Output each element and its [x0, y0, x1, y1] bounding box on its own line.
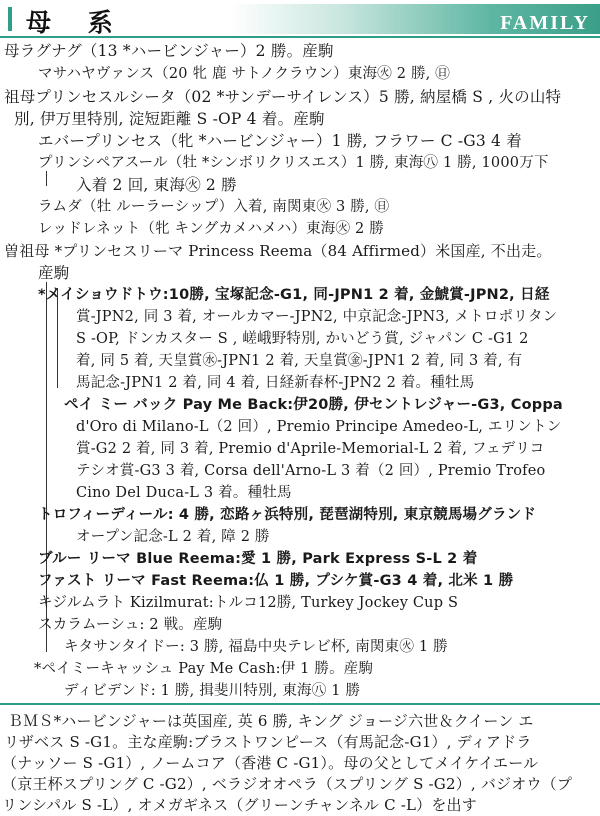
progeny-line: レッドレネット（牝 キングカメハメハ）東海㊋ 2 勝	[38, 221, 384, 237]
progeny-line-cont: テシオ賞-G3 3 着, Corsa dell'Arno-L 3 着（2 回）, Premio Trofeo	[76, 463, 546, 479]
progeny-line: スカラムーシュ: 2 戦。産駒	[38, 617, 223, 633]
progeny-name-line: ブルー リーマ Blue Reema:愛 1 勝, Park Express S-L 2 着	[38, 551, 478, 567]
granddam-line-cont: 別, 伊万里特別, 淀短距離 S -OP 4 着。産駒	[14, 110, 325, 128]
progeny-line-cont: S -OP, ドンカスター S , 嵯峨野特別, かいどう賞, ジャパン C -G1 2	[76, 331, 529, 347]
progeny-name-line: ファスト リーマ Fast Reema:仏 1 勝, プシケ賞-G3 4 着, 北米 1 勝	[38, 573, 514, 589]
progeny-line-cont: 馬記念-JPN1 2 着, 同 4 着, 日経新春杯-JPN2 2 着。種牡馬	[76, 375, 475, 391]
progeny-line: ディビデンド: 1 勝, 揖斐川特別, 東海㊇ 1 勝	[64, 683, 361, 699]
progeny-line-cont: Cino Del Duca-L 3 着。種牡馬	[76, 485, 292, 501]
progeny-line-cont: 賞-G2 2 着, 同 3 着, Premio d'Aprile-Memorial-L 2 着, フェデリコ	[76, 441, 545, 457]
section-header	[0, 0, 600, 36]
progeny-line-cont: オープン記念-L 2 着, 障 2 勝	[76, 529, 270, 545]
section-divider	[0, 703, 600, 705]
header-gradient-band	[230, 4, 600, 34]
bms-line: リンシパル S -L）, オメガギネス（グリーンチャンネル C -L）を出す	[2, 796, 477, 814]
granddam-line: 祖母プリンセスルシータ（02 *サンデーサイレンス）5 勝, 納屋橋 S , 火の山特	[4, 88, 562, 106]
bms-line: ＢＭＳ*ハービンジャーは英国産, 英 6 勝, キング ジョージ六世＆クイーン エ	[8, 712, 534, 730]
section-title: 母 系	[26, 8, 127, 36]
progeny-name-line: *メイショウドトウ:10勝, 宝塚記念-G1, 同-JPN1 2 着, 金鯱賞-JPN2, 日経	[38, 287, 550, 303]
bms-line: （ナッソー S -G1）, ノームコア（香港 C -G1）。母の父としてメイケイエール	[2, 754, 539, 772]
great-granddam-line: 曽祖母 *プリンセスリーマ Princess Reema（84 Affirmed）米国産, 不出走。	[4, 242, 552, 260]
progeny-line: キタサンタイドー: 3 勝, 福島中央テレビ杯, 南関東㊋ 1 勝	[64, 639, 448, 655]
progeny-line: キジルムラト Kizilmurat:トルコ12勝, Turkey Jockey Cup S	[38, 595, 459, 611]
progeny-line-cont: 着, 同 5 着, 天皇賞㊌-JPN1 2 着, 天皇賞㊎-JPN1 2 着, 同 3 着, 有	[76, 353, 523, 369]
progeny-line: *ペイミーキャッシュ Pay Me Cash:伊 1 勝。産駒	[34, 661, 374, 677]
bms-line: リザベス S -G1。主な産駒:ブラストワンピース（有馬記念-G1）, ディアドラ	[4, 733, 532, 751]
progeny-line: ラムダ（牡 ルーラーシップ）入着, 南関東㊋ 3 勝, ㊐	[38, 199, 390, 215]
progeny-line: エバープリンセス（牝 *ハービンジャー）1 勝, フラワー C -G3 4 着	[38, 132, 522, 150]
bms-line: （京王杯スプリング C -G2）, ベラジオオペラ（スプリング S -G2）, バジオウ（プ	[2, 775, 573, 793]
dam-line: 母ラグナグ（13 *ハービンジャー）2 勝。産駒	[4, 42, 334, 60]
progeny-line-cont: 入着 2 回, 東海㊋ 2 勝	[76, 176, 237, 194]
progeny-name-line: ペイ ミー バック Pay Me Back:伊20勝, 伊セントレジャー-G3, Coppa	[64, 397, 563, 413]
section-label: FAMILY	[500, 12, 590, 34]
progeny-line-cont: 賞-JPN2, 同 3 着, オールカマー-JPN2, 中京記念-JPN3, メトロポリタン	[76, 309, 558, 325]
progeny-name-line: トロフィーディール: 4 勝, 恋路ヶ浜特別, 琵琶湖特別, 東京競馬場グランド	[38, 507, 537, 523]
progeny-line: マサハヤヴァンス（20 牝 鹿 サトノクラウン）東海㊋ 2 勝, ㊐	[38, 66, 450, 82]
progeny-line-cont: d'Oro di Milano-L（2 回）, Premio Principe Amedeo-L, エリントン	[76, 419, 562, 435]
produce-label: 産駒	[38, 264, 70, 282]
header-rule	[0, 36, 600, 38]
progeny-line: プリンシペアスール（牡 *シンボリクリスエス）1 勝, 東海㊇ 1 勝, 1000万下	[38, 155, 549, 171]
header-accent-bar	[8, 7, 12, 31]
